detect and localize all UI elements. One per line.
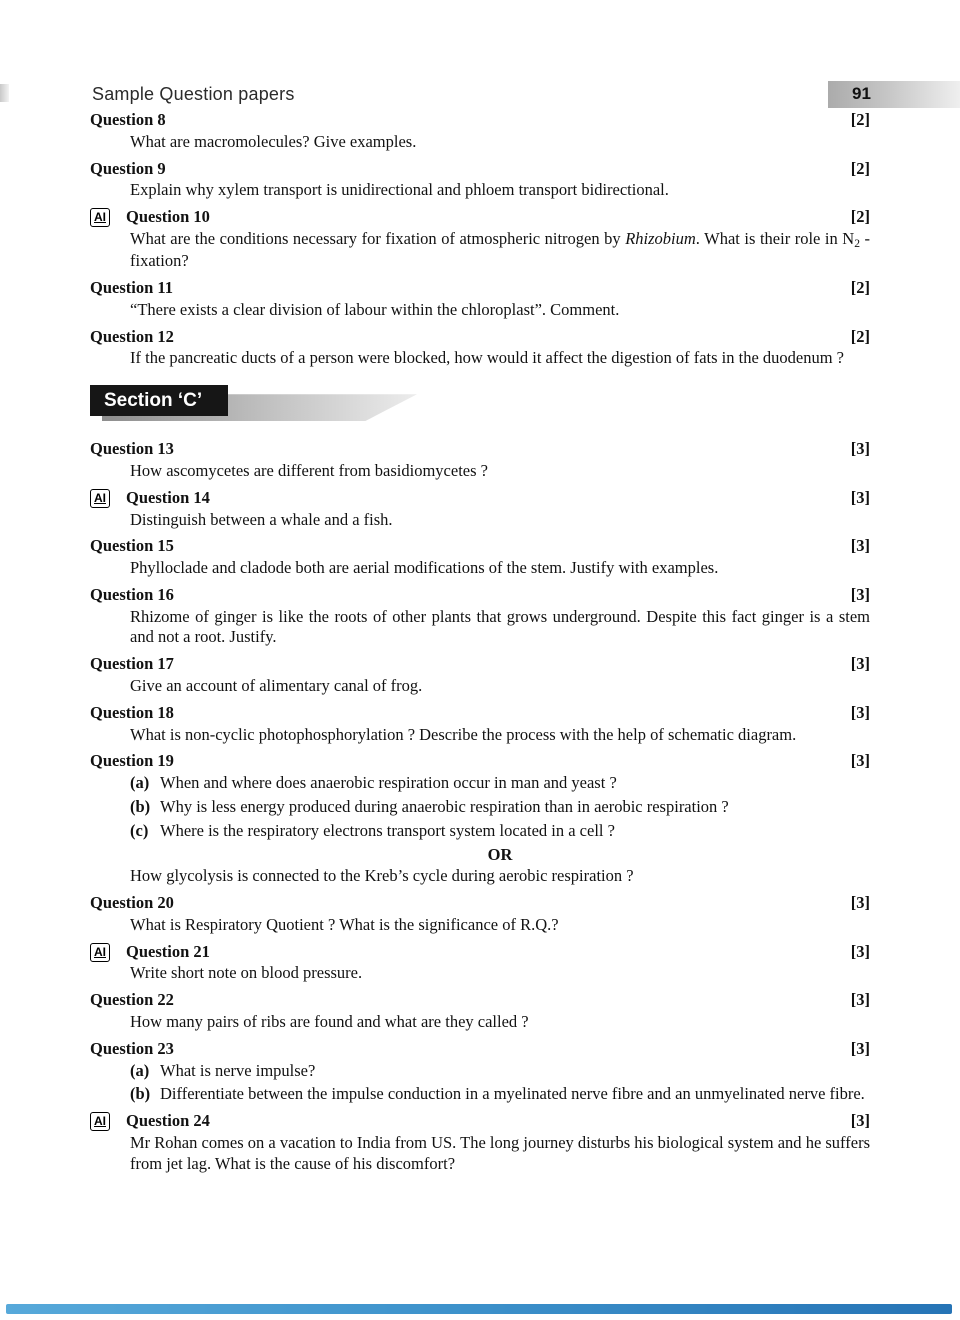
subquestion-text: What is nerve impulse? xyxy=(160,1060,316,1080)
question-text: If the pancreatic ducts of a person were blocked, how would it affect the digestion of fats in the duodenum ? xyxy=(130,348,845,368)
question-block xyxy=(90,990,870,1033)
question-text: Phylloclade and cladode both are aerial modifications of the stem. Justify with examples. xyxy=(130,558,719,578)
question-block xyxy=(90,439,870,482)
question-block xyxy=(90,207,870,272)
question-body xyxy=(130,348,870,369)
subquestion-letter: (a) xyxy=(130,773,150,793)
page-number: 91 xyxy=(852,84,871,103)
ai-badge-icon: AI xyxy=(90,208,110,227)
question-header xyxy=(90,536,870,557)
ai-badge-icon: AI xyxy=(90,1112,110,1131)
subquestion-text: When and where does anaerobic respiration occur in man and yeast ? xyxy=(160,773,617,793)
question-text: How glycolysis is connected to the Kreb’s cycle during aerobic respiration ? xyxy=(130,866,634,886)
question-text: Mr Rohan comes on a vacation to India from US. The long journey disturbs his biological system and he suffers from jet lag. What is the cause of his discomfort? xyxy=(130,1132,870,1173)
question-marks: [3] xyxy=(850,1111,870,1131)
subquestion xyxy=(130,773,870,794)
question-label: Question 24 xyxy=(126,1111,210,1131)
question-text: “There exists a clear division of labour within the chloroplast”. Comment. xyxy=(130,299,620,319)
question-header xyxy=(90,654,870,675)
question-text: Rhizome of ginger is like the roots of other plants that grows underground. Despite this fact ginger is a stem and not a root. Justify. xyxy=(130,606,870,647)
question-block xyxy=(90,159,870,202)
page-number-strip xyxy=(828,81,960,108)
subscript-text: 2 xyxy=(854,237,860,250)
question-block xyxy=(90,488,870,531)
question-block xyxy=(90,536,870,579)
question-marks: [2] xyxy=(850,278,870,298)
or-separator: OR xyxy=(487,844,513,864)
question-block xyxy=(90,110,870,153)
question-marks: [2] xyxy=(850,326,870,346)
question-body xyxy=(130,773,870,887)
question-body xyxy=(130,915,870,936)
section-title: Section ‘C’ xyxy=(90,385,228,416)
question-header xyxy=(90,751,870,772)
question-body xyxy=(130,300,870,321)
question-marks: [3] xyxy=(850,751,870,771)
question-body xyxy=(130,461,870,482)
question-block xyxy=(90,751,870,887)
text-segment: -fixation? xyxy=(130,228,871,271)
question-header xyxy=(90,159,870,180)
subquestion xyxy=(130,1084,870,1105)
question-text: Give an account of alimentary canal of frog. xyxy=(130,676,423,696)
question-body xyxy=(130,1061,870,1106)
question-block xyxy=(90,327,870,370)
question-label: Question 14 xyxy=(126,487,210,507)
question-marks: [3] xyxy=(850,990,870,1010)
question-header xyxy=(90,703,870,724)
page-title: Sample Question papers xyxy=(92,84,295,104)
question-label: Question 23 xyxy=(90,1038,174,1058)
question-label: Question 16 xyxy=(90,584,174,604)
question-header xyxy=(90,488,870,509)
question-block xyxy=(90,1111,870,1174)
question-label: Question 10 xyxy=(126,207,210,227)
subquestion-letter: (c) xyxy=(130,820,149,840)
bottom-accent-bar xyxy=(6,1304,952,1314)
subquestion xyxy=(130,797,870,818)
subquestion-letter: (b) xyxy=(130,796,151,816)
section-banner xyxy=(90,385,870,417)
question-marks: [2] xyxy=(850,207,870,227)
question-block xyxy=(90,654,870,697)
question-header xyxy=(90,278,870,299)
question-label: Question 11 xyxy=(90,278,173,298)
question-header xyxy=(90,327,870,348)
question-label: Question 21 xyxy=(126,941,210,961)
question-label: Question 12 xyxy=(90,326,174,346)
question-label: Question 18 xyxy=(90,702,174,722)
ai-badge-icon: AI xyxy=(90,489,110,508)
question-block xyxy=(90,942,870,985)
text-segment: What are the conditions necessary for fixation of atmospheric nitrogen by xyxy=(130,228,626,248)
question-label: Question 17 xyxy=(90,654,174,674)
question-header xyxy=(90,942,870,963)
question-block xyxy=(90,278,870,321)
question-body xyxy=(130,1012,870,1033)
question-body xyxy=(130,558,870,579)
question-body xyxy=(130,180,870,201)
ai-badge-icon: AI xyxy=(90,943,110,962)
subquestion-text: Differentiate between the impulse conduction in a myelinated nerve fibre and an unmyelinated nerve fibre. xyxy=(160,1084,865,1104)
question-marks: [2] xyxy=(850,158,870,178)
question-marks: [3] xyxy=(850,702,870,722)
question-text: How ascomycetes are different from basidiomycetes ? xyxy=(130,461,488,481)
question-header xyxy=(90,893,870,914)
question-header xyxy=(90,1039,870,1060)
question-marks: [3] xyxy=(850,584,870,604)
question-text: Distinguish between a whale and a fish. xyxy=(130,509,393,529)
question-header xyxy=(90,110,870,131)
question-header xyxy=(90,439,870,460)
question-marks: [3] xyxy=(850,487,870,507)
question-marks: [3] xyxy=(850,654,870,674)
question-marks: [3] xyxy=(850,439,870,459)
italic-term: Rhizobium xyxy=(625,228,696,248)
question-text: Explain why xylem transport is unidirectional and phloem transport bidirectional. xyxy=(130,180,669,200)
page-header xyxy=(0,81,960,109)
question-marks: [3] xyxy=(850,893,870,913)
subquestion-text: Where is the respiratory electrons transport system located in a cell ? xyxy=(160,820,615,840)
question-label: Question 22 xyxy=(90,990,174,1010)
question-header xyxy=(90,990,870,1011)
question-body xyxy=(130,1133,870,1175)
question-label: Question 19 xyxy=(90,751,174,771)
question-body xyxy=(130,963,870,984)
question-marks: [3] xyxy=(850,536,870,556)
question-text: What is non-cyclic photophosphorylation ? Describe the process with the help of schematic diagram. xyxy=(130,724,797,744)
question-body xyxy=(130,607,870,649)
subquestion-letter: (b) xyxy=(130,1084,151,1104)
question-label: Question 13 xyxy=(90,439,174,459)
question-label: Question 8 xyxy=(90,110,166,129)
question-marks: [3] xyxy=(850,941,870,961)
subquestion-letter: (a) xyxy=(130,1060,150,1080)
question-block xyxy=(90,703,870,746)
question-text: How many pairs of ribs are found and what are they called ? xyxy=(130,1011,529,1031)
question-marks: [3] xyxy=(850,1038,870,1058)
text-segment: . What is their role in N xyxy=(695,228,855,248)
question-block xyxy=(90,585,870,648)
question-label: Question 20 xyxy=(90,893,174,913)
question-marks: [2] xyxy=(850,110,870,129)
question-header xyxy=(90,585,870,606)
question-body xyxy=(130,229,870,272)
subquestion xyxy=(130,821,870,842)
question-body xyxy=(130,676,870,697)
subquestion-text: Why is less energy produced during anaerobic respiration than in aerobic respiration ? xyxy=(160,796,729,816)
question-list xyxy=(90,110,870,1180)
question-text: Write short note on blood pressure. xyxy=(130,963,363,983)
question-body xyxy=(130,510,870,531)
question-text: What is Respiratory Quotient ? What is the significance of R.Q.? xyxy=(130,914,559,934)
question-header xyxy=(90,207,870,228)
question-text xyxy=(130,229,870,272)
question-block xyxy=(90,1039,870,1105)
question-label: Question 15 xyxy=(90,536,174,556)
question-header xyxy=(90,1111,870,1132)
subquestion xyxy=(130,1061,870,1082)
question-label: Question 9 xyxy=(90,158,166,178)
question-block xyxy=(90,893,870,936)
question-body xyxy=(130,132,870,153)
question-body xyxy=(130,725,870,746)
question-text: What are macromolecules? Give examples. xyxy=(130,131,417,151)
